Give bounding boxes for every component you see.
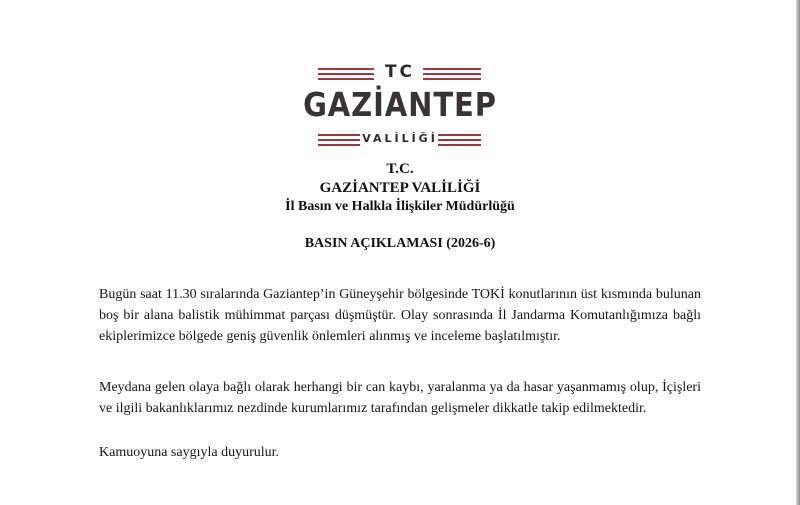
page-edge-shadow	[796, 0, 800, 505]
body-paragraph: Meydana gelen olaya bağlı olarak herhangi bir can kaybı, yaralanma ya da hasar yaşanmamış olup, İçişleri ve ilgili bakanlıklarımız nezdinde kurumlarımız tarafından gelişmeler dikkatle takip edilmektedir.	[99, 380, 701, 416]
header-tc: T.C.	[386, 161, 414, 177]
closing-paragraph: Kamuoyuna saygıyla duyurulur.	[99, 445, 280, 460]
header-department: İl Basın ve Halkla İlişkiler Müdürlüğü	[285, 199, 515, 214]
header-office: GAZİANTEP VALİLİĞİ	[319, 180, 481, 196]
logo-tc-text: TC	[384, 62, 416, 82]
logo-city-text: GAZİANTEP	[303, 85, 497, 124]
gaziantep-valiligi-logo	[0, 58, 800, 154]
press-release-title: BASIN AÇIKLAMASI (2026-6)	[304, 236, 496, 251]
logo-valiligi-text: VALİLİĞİ	[362, 132, 438, 145]
body-paragraph: Bugün saat 11.30 sıralarında Gaziantep’in Güneyşehir bölgesinde TOKİ konutlarının üst kısmında bulunan boş bir alana balistik mühimmat parçası düşmüştür. Olay sonrasında İl Jandarma Komutanlığımıza bağlı ekiplerimizce bölgede geniş güvenlik önlemleri alınmış ve inceleme başlatılmıştır.	[99, 287, 701, 344]
